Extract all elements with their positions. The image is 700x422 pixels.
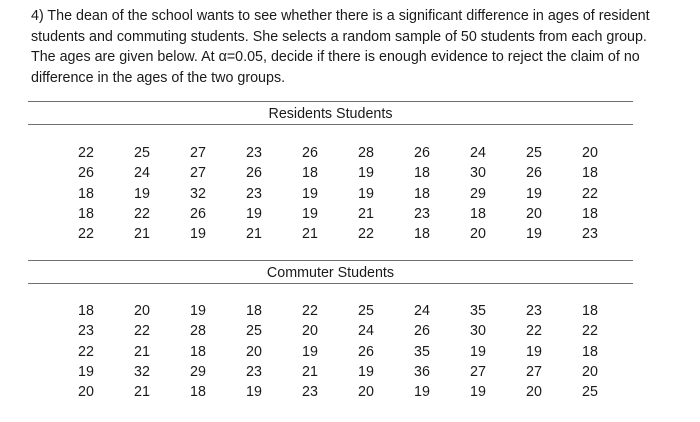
age-cell: 18 — [414, 226, 430, 243]
residents-age-rows — [58, 143, 618, 244]
age-cell: 20 — [582, 364, 598, 381]
age-cell: 32 — [134, 364, 150, 381]
age-cell: 35 — [414, 343, 430, 360]
age-cell: 18 — [582, 303, 598, 320]
residents-row — [58, 163, 618, 183]
age-cell: 26 — [414, 145, 430, 162]
age-cell: 21 — [134, 226, 150, 243]
commuters-row — [58, 342, 618, 362]
age-cell: 22 — [582, 323, 598, 340]
age-cell: 19 — [190, 226, 206, 243]
age-cell: 20 — [134, 303, 150, 320]
age-cell: 19 — [246, 384, 262, 401]
age-cell: 19 — [358, 364, 374, 381]
age-cell: 27 — [526, 364, 542, 381]
age-cell: 26 — [302, 145, 318, 162]
age-cell: 21 — [358, 206, 374, 223]
age-cell: 22 — [358, 226, 374, 243]
commuters-age-rows — [58, 301, 618, 402]
age-cell: 21 — [302, 226, 318, 243]
age-cell: 18 — [414, 185, 430, 202]
age-cell: 20 — [302, 323, 318, 340]
age-cell: 22 — [78, 226, 94, 243]
age-cell: 29 — [470, 185, 486, 202]
age-cell: 18 — [414, 165, 430, 182]
age-cell: 26 — [358, 343, 374, 360]
commuters-row — [58, 321, 618, 341]
age-cell: 18 — [582, 165, 598, 182]
age-cell: 23 — [246, 364, 262, 381]
age-cell: 20 — [246, 343, 262, 360]
age-cell: 26 — [246, 165, 262, 182]
age-cell: 21 — [134, 343, 150, 360]
age-cell: 19 — [302, 185, 318, 202]
age-cell: 20 — [526, 384, 542, 401]
age-cell: 25 — [246, 323, 262, 340]
residents-bottom-rule — [28, 124, 633, 125]
commuters-row — [58, 362, 618, 382]
age-cell: 20 — [582, 145, 598, 162]
age-cell: 27 — [190, 165, 206, 182]
age-cell: 18 — [582, 206, 598, 223]
age-cell: 19 — [358, 165, 374, 182]
age-cell: 22 — [582, 185, 598, 202]
age-cell: 25 — [358, 303, 374, 320]
age-cell: 24 — [470, 145, 486, 162]
age-cell: 28 — [358, 145, 374, 162]
age-cell: 19 — [526, 185, 542, 202]
age-cell: 18 — [190, 384, 206, 401]
age-cell: 23 — [414, 206, 430, 223]
age-cell: 22 — [134, 206, 150, 223]
age-cell: 20 — [358, 384, 374, 401]
age-cell: 25 — [134, 145, 150, 162]
residents-row — [58, 204, 618, 224]
residents-row — [58, 224, 618, 244]
age-cell: 19 — [470, 343, 486, 360]
age-cell: 18 — [78, 185, 94, 202]
age-cell: 36 — [414, 364, 430, 381]
age-cell: 28 — [190, 323, 206, 340]
age-cell: 19 — [414, 384, 430, 401]
age-cell: 26 — [190, 206, 206, 223]
age-cell: 24 — [134, 165, 150, 182]
age-cell: 23 — [302, 384, 318, 401]
age-cell: 24 — [358, 323, 374, 340]
age-cell: 20 — [470, 226, 486, 243]
commuters-title: Commuter Students — [266, 265, 395, 281]
age-cell: 26 — [78, 165, 94, 182]
commuters-top-rule — [28, 260, 633, 261]
age-cell: 25 — [582, 384, 598, 401]
age-cell: 19 — [470, 384, 486, 401]
age-cell: 22 — [78, 145, 94, 162]
age-cell: 19 — [246, 206, 262, 223]
age-cell: 22 — [302, 303, 318, 320]
age-cell: 19 — [190, 303, 206, 320]
age-cell: 21 — [246, 226, 262, 243]
residents-age-table — [58, 143, 618, 244]
residents-row — [58, 143, 618, 163]
age-cell: 18 — [582, 343, 598, 360]
age-cell: 22 — [526, 323, 542, 340]
residents-top-rule — [28, 101, 633, 102]
age-cell: 23 — [246, 145, 262, 162]
commuters-row — [58, 382, 618, 402]
age-cell: 23 — [246, 185, 262, 202]
age-cell: 23 — [78, 323, 94, 340]
residents-row — [58, 184, 618, 204]
age-cell: 25 — [526, 145, 542, 162]
age-cell: 24 — [414, 303, 430, 320]
age-cell: 23 — [582, 226, 598, 243]
age-cell: 18 — [78, 206, 94, 223]
age-cell: 22 — [134, 323, 150, 340]
commuters-bottom-rule — [28, 283, 633, 284]
age-cell: 27 — [190, 145, 206, 162]
age-cell: 19 — [302, 206, 318, 223]
age-cell: 21 — [302, 364, 318, 381]
age-cell: 26 — [526, 165, 542, 182]
age-cell: 18 — [78, 303, 94, 320]
age-cell: 26 — [414, 323, 430, 340]
age-cell: 18 — [470, 206, 486, 223]
age-cell: 30 — [470, 323, 486, 340]
commuters-age-table — [58, 301, 618, 402]
age-cell: 23 — [526, 303, 542, 320]
age-cell: 18 — [190, 343, 206, 360]
age-cell: 19 — [134, 185, 150, 202]
age-cell: 19 — [526, 226, 542, 243]
age-cell: 19 — [78, 364, 94, 381]
age-cell: 21 — [134, 384, 150, 401]
commuters-row — [58, 301, 618, 321]
age-cell: 32 — [190, 185, 206, 202]
age-cell: 18 — [302, 165, 318, 182]
age-cell: 20 — [78, 384, 94, 401]
age-cell: 30 — [470, 165, 486, 182]
age-cell: 29 — [190, 364, 206, 381]
age-cell: 27 — [470, 364, 486, 381]
age-cell: 19 — [358, 185, 374, 202]
residents-title: Residents Students — [268, 106, 393, 122]
age-cell: 19 — [526, 343, 542, 360]
problem-statement: 4) The dean of the school wants to see whether there is a significant difference in ages of resident students and commuting students. She selects a random sample of 50 students from each group. The ages are given below. At α=0.05, decide if there is enough evidence to reject the claim of no difference in the ages of the two groups. — [31, 8, 650, 86]
age-cell: 22 — [78, 343, 94, 360]
age-cell: 35 — [470, 303, 486, 320]
age-cell: 19 — [302, 343, 318, 360]
age-cell: 20 — [526, 206, 542, 223]
age-cell: 18 — [246, 303, 262, 320]
